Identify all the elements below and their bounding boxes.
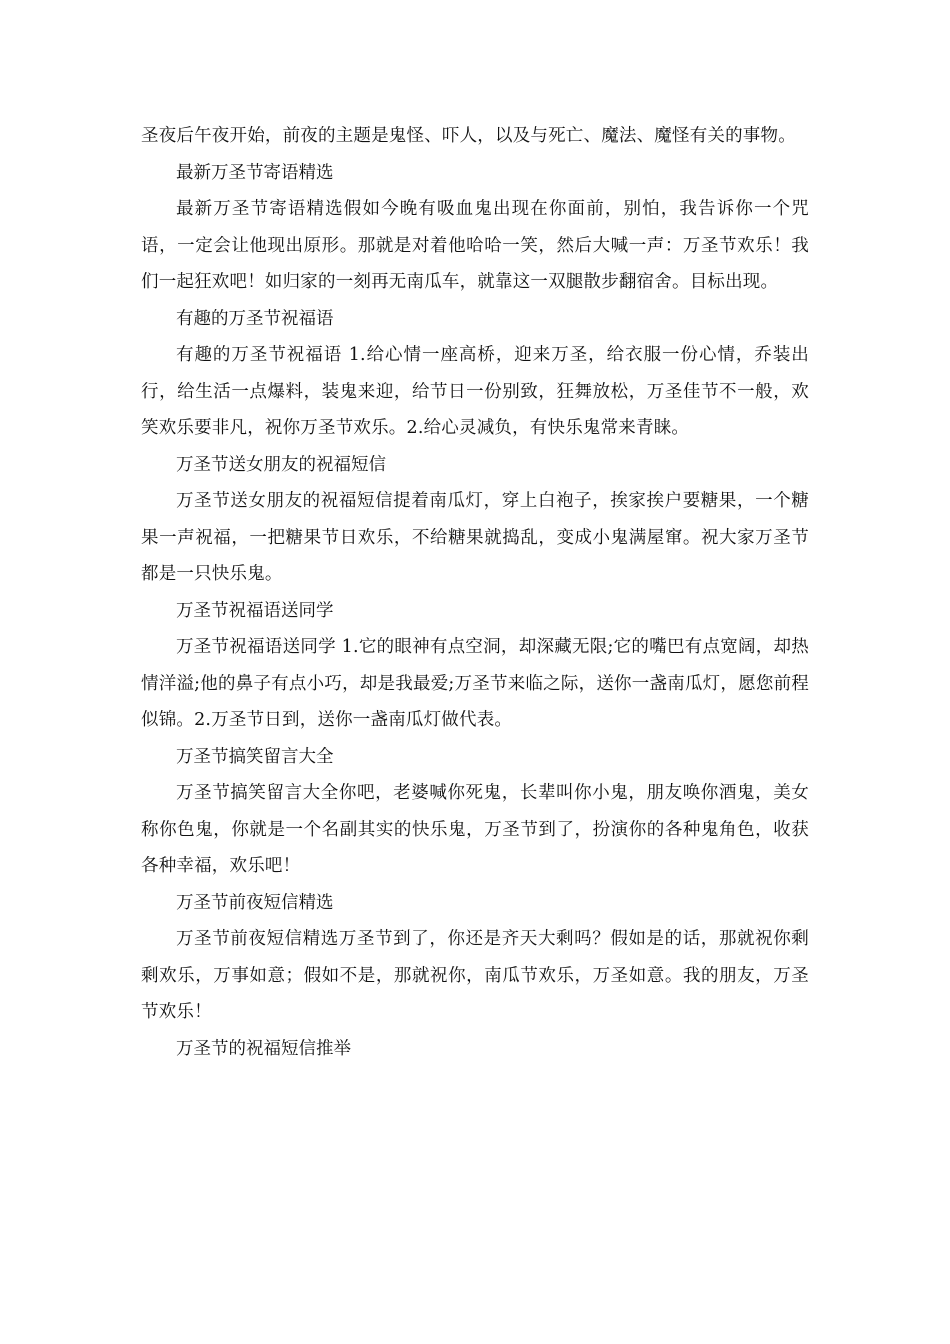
section-heading-girlfriend-sms: 万圣节送女朋友的祝福短信 [176, 454, 386, 475]
section-heading-eve-sms: 万圣节前夜短信精选 [176, 892, 334, 913]
paragraph-eve-sms: 万圣节前夜短信精选万圣节到了，你还是齐天大剩吗？假如是的话，那就祝你剩剩欢乐，万事如意；假如不是，那就祝你，南瓜节欢乐，万圣如意。我的朋友，万圣节欢乐！ [141, 929, 809, 1022]
section-heading-latest-messages: 最新万圣节寄语精选 [176, 162, 334, 183]
paragraph-fun-greetings: 有趣的万圣节祝福语 1.给心情一座高桥，迎来万圣，给衣服一份心情，乔装出行，给生活一点爆料，装鬼来迎，给节日一份别致，狂舞放松，万圣佳节不一般，欢笑欢乐要非凡，祝你万圣节欢乐。2.给心灵减负，有快乐鬼常来青睐。 [141, 345, 809, 438]
paragraph-girlfriend-sms: 万圣节送女朋友的祝福短信提着南瓜灯，穿上白袍子，挨家挨户要糖果，一个糖果一声祝福，一把糖果节日欢乐，不给糖果就捣乱，变成小鬼满屋窜。祝大家万圣节都是一只快乐鬼。 [141, 491, 809, 584]
paragraph-latest-messages: 最新万圣节寄语精选假如今晚有吸血鬼出现在你面前，别怕，我告诉你一个咒语，一定会让他现出原形。那就是对着他哈哈一笑，然后大喊一声：万圣节欢乐！我们一起狂欢吧！如归家的一刻再无南瓜车，就靠这一双腿散步翻宿舍。目标出现。 [141, 199, 809, 292]
section-heading-classmates: 万圣节祝福语送同学 [176, 600, 334, 621]
paragraph-intro-continuation: 圣夜后午夜开始，前夜的主题是鬼怪、吓人，以及与死亡、魔法、魔怪有关的事物。 [141, 126, 796, 146]
paragraph-funny-messages: 万圣节搞笑留言大全你吧，老婆喊你死鬼，长辈叫你小鬼，朋友唤你酒鬼，美女称你色鬼，你就是一个名副其实的快乐鬼，万圣节到了，扮演你的各种鬼角色，收获各种幸福，欢乐吧！ [141, 783, 809, 876]
section-heading-funny-messages: 万圣节搞笑留言大全 [176, 746, 334, 767]
section-heading-recommended-sms: 万圣节的祝福短信推举 [176, 1038, 351, 1059]
document-page [141, 118, 809, 1067]
section-heading-fun-greetings: 有趣的万圣节祝福语 [176, 308, 334, 329]
paragraph-classmates: 万圣节祝福语送同学 1.它的眼神有点空洞，却深藏无限;它的嘴巴有点宽阔，却热情洋溢;他的鼻子有点小巧，却是我最爱;万圣节来临之际，送你一盏南瓜灯，愿您前程似锦。2.万圣节日到，送你一盏南瓜灯做代表。 [141, 637, 809, 730]
